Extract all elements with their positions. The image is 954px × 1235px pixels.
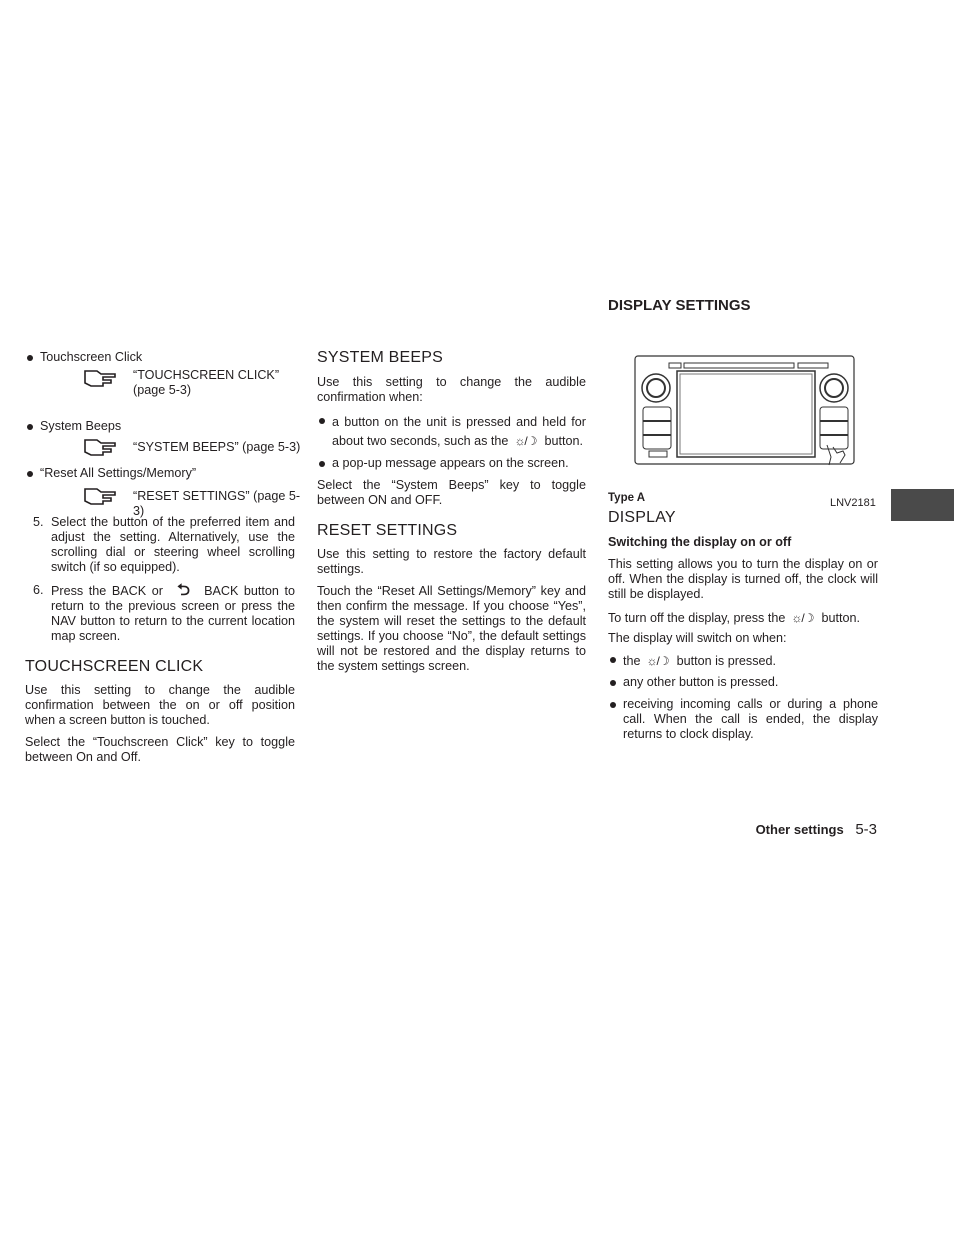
bullet-label: System Beeps [40,419,122,433]
figure-caption: Type A [608,492,646,504]
display-settings-title: DISPLAY SETTINGS [608,297,751,314]
display-brightness-icon [785,609,821,627]
head-unit-illustration [634,355,856,467]
step-text: BACK button to return to the previous screen or press the NAV button to return to the current location map screen. [51,584,296,643]
list-item [608,697,878,742]
reference-hand-icon [83,438,117,456]
bullet-label: Touchscreen Click [40,350,143,364]
reference-text: “SYSTEM BEEPS” (page 5-3) [133,440,301,454]
step-text: Press the BACK or [51,584,163,598]
list-item [608,652,878,670]
list-item [317,413,586,451]
footer-section: Other settings [755,822,844,837]
reference-text: “TOUCHSCREEN CLICK” (page 5-3) [133,368,280,397]
reference-hand-icon [83,487,117,505]
middle-column [317,349,586,674]
right-column [608,509,878,742]
paragraph: Select the “System Beeps” key to toggle between ON and OFF. [317,478,586,507]
step-number: 5. [33,515,44,529]
display-heading: DISPLAY [608,509,676,526]
step-5 [25,515,295,575]
paragraph-text: To turn off the display, press the [608,611,786,625]
list-item [25,466,295,481]
system-beeps-heading: SYSTEM BEEPS [317,349,443,366]
chapter-tab [891,489,954,521]
bullet-text: a pop-up message appears on the screen. [332,456,569,470]
paragraph: The display will switch on when: [608,631,787,645]
paragraph [608,609,878,627]
bullet-label: “Reset All Settings/Memory” [40,466,197,480]
touchscreen-click-heading: TOUCHSCREEN CLICK [25,658,204,675]
display-brightness-icon [641,652,677,670]
paragraph: This setting allows you to turn the display on or off. When the display is turned off, the clock will still be displayed. [608,557,878,601]
sub-heading: Switching the display on or off [608,535,792,549]
back-arrow-icon: ⮌ [177,582,190,599]
reference-text: “RESET SETTINGS” (page 5-3) [133,489,301,518]
paragraph: Use this setting to restore the factory default settings. [317,547,586,576]
bullet-text: any other button is pressed. [623,675,779,689]
paragraph: Touch the “Reset All Settings/Memory” key and then confirm the message. If you choose “Yes”, the system will reset the settings to the default settings. If you choose “No”, the default settings will not be restored and the display returns to the system settings screen. [317,584,586,673]
display-brightness-icon [508,432,544,451]
bullet-text: the [623,654,641,668]
figure-code: LNV2181 [830,497,876,509]
paragraph: Use this setting to change the audible confirmation when: [317,375,586,404]
step-number: 6. [33,583,44,597]
bullet-text: button. [544,434,584,448]
list-item [608,675,878,690]
list-item [317,456,586,471]
step-text: Select the button of the preferred item and adjust the setting. Alternatively, use the scrolling dial or steering wheel scrolling switch (if so equipped). [51,515,295,574]
paragraph: Use this setting to change the audible confirmation between the on or off position when a screen button is touched. [25,683,295,727]
reset-settings-heading: RESET SETTINGS [317,522,458,539]
bullet-text: button is pressed. [676,654,777,668]
bullet-text: receiving incoming calls or during a phone call. When the call is ended, the display returns to clock display. [623,697,878,741]
reference-hand-icon [83,369,117,387]
left-column [25,350,301,765]
paragraph: Select the “Touchscreen Click” key to toggle between On and Off. [25,735,295,764]
paragraph-text: button. [821,611,860,625]
list-item [25,350,295,365]
bullet-text: a button on the unit is pressed and held for about two seconds, such as the [332,415,586,448]
list-item [25,419,295,434]
page-number: 5-3 [855,821,877,838]
page-footer [756,822,877,837]
step-6 [25,583,295,644]
